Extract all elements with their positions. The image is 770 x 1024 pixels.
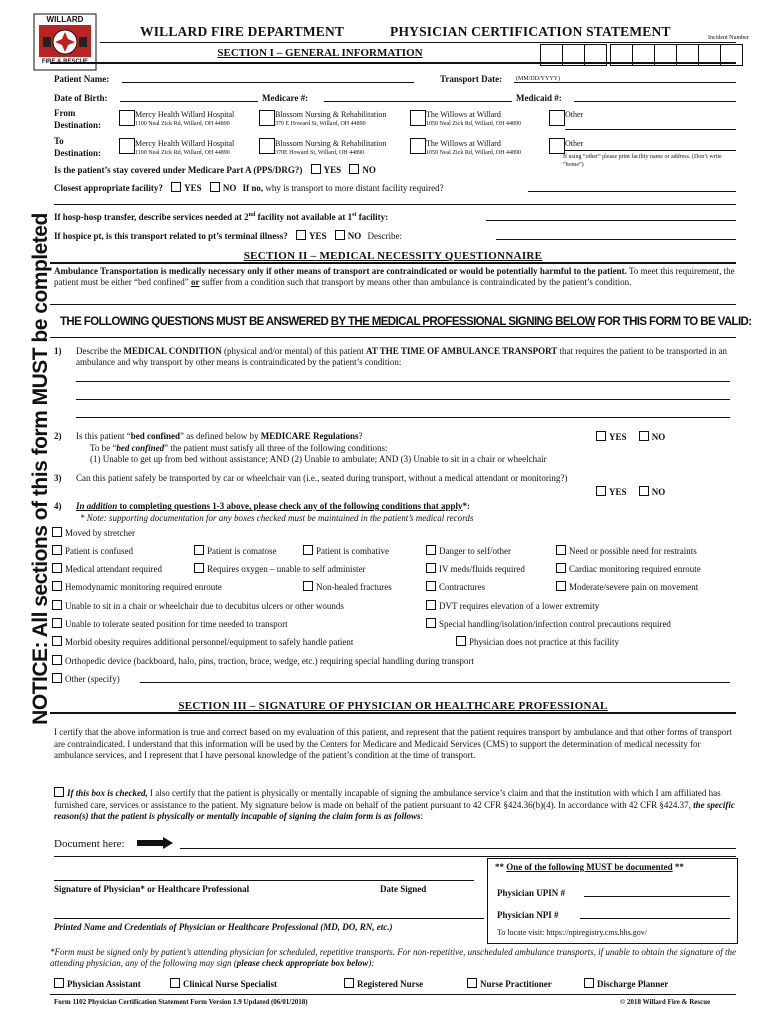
medicare-label: Medicare #: <box>262 93 309 103</box>
checkbox-icon[interactable] <box>426 581 436 591</box>
q2-yes-no: YES NO <box>596 431 665 442</box>
from-destination-label: Destination: <box>54 120 101 130</box>
condition-physician-not-practice[interactable]: Physician does not practice at this facility <box>456 636 619 647</box>
q3-yes-no: YES NO <box>596 486 665 497</box>
q2-number: 2) <box>54 431 62 441</box>
condition-moved-by-stretcher[interactable]: Moved by stretcher <box>52 527 135 538</box>
q2-definition-conditions: (1) Unable to get up from bed without assistance; AND (2) Unable to ambulate; AND (3) Unable to sit in a chair or wheelchair <box>90 454 547 464</box>
checkbox-icon[interactable] <box>303 545 313 555</box>
to-mercy-checkbox[interactable] <box>119 138 135 154</box>
checkbox-icon[interactable] <box>52 673 62 683</box>
q2-definition: To be “bed confined” the patient must satisfy all three of the following conditions: <box>90 443 388 453</box>
role-nurse-practitioner[interactable]: Nurse Practitioner <box>467 978 552 989</box>
from-mercy-name: Mercy Health Willard Hospital <box>135 110 235 119</box>
q3-text: Can this patient safely be transported by car or wheelchair van (i.e., seated during transport, without a medical attendant or monitoring?) <box>76 473 568 483</box>
to-destination-label: Destination: <box>54 148 101 158</box>
condition-orthopedic[interactable]: Orthopedic device (backboard, halo, pins, traction, brace, wedge, etc.) requiring special handling during transport <box>52 655 474 666</box>
checkbox-icon[interactable] <box>556 545 566 555</box>
checkbox-icon[interactable] <box>344 978 354 988</box>
from-willows-addr: 1050 Neal Zick Rd, Willard, OH 44890 <box>426 121 521 127</box>
from-other-field[interactable] <box>565 129 736 130</box>
condition-comatose[interactable]: Patient is comatose <box>194 545 277 556</box>
medicare-field[interactable] <box>324 101 512 102</box>
signature-label: Signature of Physician* or Healthcare Professional <box>54 884 250 894</box>
to-blossom-name: Blossom Nursing & Rehabilitation <box>275 139 387 148</box>
q4-number: 4) <box>54 501 62 511</box>
document-here-label: Document here: <box>54 838 125 850</box>
certify-paragraph: I certify that the above information is true and correct based on my evaluation of this patient, and represent that the patient requires transport by ambulance and that other forms of transport are contraindicated. I understand that this information will be used by the Centers for Medicare and Medicaid Services (CMS) to support the determination of medical necessity for ambulance services, and I represent that I have personal knowledge of the patient’s condition at the time of transport. <box>54 727 732 760</box>
upin-label: Physician UPIN # <box>497 888 566 898</box>
checkbox-icon[interactable] <box>52 636 62 646</box>
condition-seated[interactable]: Unable to tolerate seated position for time needed to transport <box>52 618 288 629</box>
hosp-transfer-question: If hosp-hosp transfer, describe services needed at 2nd facility not available at 1st facility: <box>54 212 389 222</box>
to-mercy-name: Mercy Health Willard Hospital <box>135 139 235 148</box>
npi-field[interactable] <box>580 918 730 919</box>
medicaid-field[interactable] <box>574 101 736 102</box>
checkbox-icon[interactable] <box>52 581 62 591</box>
checkbox-icon[interactable] <box>52 563 62 573</box>
condition-decubitus[interactable]: Unable to sit in a chair or wheelchair due to decubitus ulcers or other wounds <box>52 600 344 611</box>
checkbox-icon[interactable] <box>426 545 436 555</box>
role-clinical-nurse-specialist[interactable]: Clinical Nurse Specialist <box>170 978 277 989</box>
hospice-question: If hospice pt, is this transport related to pt’s terminal illness? YES NO Describe: <box>54 231 402 241</box>
medicaid-label: Medicaid #: <box>516 93 562 103</box>
condition-pain[interactable]: Moderate/severe pain on movement <box>556 581 698 592</box>
role-physician-assistant[interactable]: Physician Assistant <box>54 978 141 989</box>
incapable-paragraph: If this box is checked, I also certify that the patient is physically or mentally incapable of signing the ambulance service’s claim and that the institution with which I am affiliated has furnished care, services or assistance to the patient. My signature below is made on behalf of the patient pursuant to 42 CFR §424.36(b)(4). In accordance with 42 CFR §424.37, the specific reason(s) that the patient is physically or mentally incapable of signing the claim form is as follows: <box>54 788 735 821</box>
from-blossom-name: Blossom Nursing & Rehabilitation <box>275 110 387 119</box>
document-here-field[interactable] <box>180 848 736 849</box>
closest-facility-question: Closest appropriate facility? YES NO If no, why is transport to more distant facility required? <box>54 183 444 193</box>
arrow-right-icon <box>137 837 173 851</box>
from-blossom-checkbox[interactable] <box>259 110 275 126</box>
printed-name-field[interactable] <box>54 918 484 919</box>
condition-restraints[interactable]: Need or possible need for restraints <box>556 545 697 556</box>
form-version: Form 1102 Physician Certification Statement Form Version 1.9 Updated (06/01/2018) <box>54 998 308 1006</box>
from-mercy-checkbox[interactable] <box>119 110 135 126</box>
checkbox-icon[interactable] <box>52 655 62 665</box>
section1-title: SECTION I – GENERAL INFORMATION <box>217 47 423 59</box>
q3-number: 3) <box>54 473 62 483</box>
section2-intro: Ambulance Transportation is medically necessary only if other means of transport are contraindicated or would be potentially harmful to the patient. To meet this requirement, the patient must be either “bed confined” or suffer from a condition such that transport by means other than ambulance is contraindicated by the patient’s condition. <box>54 266 735 287</box>
checkbox-icon[interactable] <box>54 978 64 988</box>
to-willows-addr: 1050 Neal Zick Rd, Willard, OH 44890 <box>426 150 521 156</box>
role-discharge-planner[interactable]: Discharge Planner <box>584 978 668 989</box>
logo-bottom-text: FIRE & RESCUE <box>41 59 89 65</box>
condition-combative[interactable]: Patient is combative <box>303 545 389 556</box>
transport-date-field[interactable] <box>514 82 736 83</box>
checkbox-icon[interactable] <box>194 545 204 555</box>
checkbox-icon[interactable] <box>426 600 436 610</box>
distant-facility-reason-field[interactable] <box>528 191 736 192</box>
q4-text: In addition to completing questions 1-3 above, please check any of the following conditions that apply*: <box>76 501 471 511</box>
checkbox-icon[interactable] <box>52 618 62 628</box>
q1-answer-line-2[interactable] <box>76 399 730 400</box>
to-label: To <box>54 136 64 146</box>
logo-top-text: WILLARD <box>46 15 84 24</box>
from-mercy-addr: 1100 Neal Zick Rd, Willard, OH 44890 <box>135 121 230 127</box>
checkbox-icon[interactable] <box>456 636 466 646</box>
condition-confused[interactable]: Patient is confused <box>52 545 133 556</box>
condition-special-handling[interactable]: Special handling/isolation/infection control precautions required <box>426 618 671 629</box>
to-other-label: Other <box>565 139 584 148</box>
department-name: WILLARD FIRE DEPARTMENT <box>140 24 345 39</box>
questions-must-be-answered-banner: THE FOLLOWING QUESTIONS MUST BE ANSWERED BY THE MEDICAL PROFESSIONAL SIGNING BELOW FOR THIS FORM TO BE VALID: <box>60 316 752 328</box>
npi-label: Physician NPI # <box>497 910 559 920</box>
hosp-transfer-field[interactable] <box>486 220 736 221</box>
dob-field[interactable] <box>120 101 258 102</box>
incapable-checkbox[interactable] <box>54 787 64 797</box>
condition-iv-meds[interactable]: IV meds/fluids required <box>426 563 525 574</box>
condition-hemodynamic[interactable]: Hemodynamic monitoring required enroute <box>52 581 222 592</box>
part-a-question: Is the patient’s stay covered under Medicare Part A (PPS/DRG?) YES NO <box>54 165 376 175</box>
q4-note: * Note: supporting documentation for any boxes checked must be maintained in the patient’s medical records <box>80 513 474 523</box>
part-a-no-checkbox[interactable] <box>349 164 359 174</box>
q2-yes-checkbox[interactable] <box>596 431 606 441</box>
q3-yes-checkbox[interactable] <box>596 486 606 496</box>
checkbox-icon[interactable] <box>52 600 62 610</box>
vertical-notice: NOTICE: All sections of this form MUST be completed <box>29 213 52 725</box>
to-other-checkbox[interactable] <box>549 138 565 154</box>
role-registered-nurse[interactable]: Registered Nurse <box>344 978 423 989</box>
dob-label: Date of Birth: <box>54 93 108 103</box>
hospice-describe-field[interactable] <box>496 239 736 240</box>
checkbox-icon[interactable] <box>556 581 566 591</box>
upin-field[interactable] <box>584 896 730 897</box>
section3-title: SECTION III – SIGNATURE OF PHYSICIAN OR HEALTHCARE PROFESSIONAL <box>50 700 736 714</box>
checkbox-icon[interactable] <box>467 978 477 988</box>
checkbox-icon[interactable] <box>426 618 436 628</box>
condition-medical-attendant[interactable]: Medical attendant required <box>52 563 162 574</box>
hospice-yes-checkbox[interactable] <box>296 230 306 240</box>
condition-fractures[interactable]: Non-healed fractures <box>303 581 392 592</box>
copyright: © 2018 Willard Fire & Rescue <box>620 998 711 1006</box>
from-blossom-addr: 370 E Howard St, Willard, OH 44890 <box>275 121 366 127</box>
condition-contractures[interactable]: Contractures <box>426 581 485 592</box>
part-a-yes-checkbox[interactable] <box>311 164 321 174</box>
signature-field[interactable] <box>54 880 474 881</box>
to-willows-checkbox[interactable] <box>410 138 426 154</box>
signing-footnote: *Form must be signed only by patient’s attending physician for scheduled, repetitive transports. For non-repetitive, unscheduled ambulance transports, if unable to obtain the signature of the attending physician, any of the following may sign (please check appropriate box below): <box>50 947 736 968</box>
to-mercy-addr: 1100 Neal Zick Rd, Willard, OH 44890 <box>135 150 230 156</box>
checkbox-icon[interactable] <box>170 978 180 988</box>
checkbox-icon[interactable] <box>194 563 204 573</box>
from-label: From <box>54 108 76 118</box>
from-willows-name: The Willows at Willard <box>426 110 501 119</box>
incident-number-label: Incident Number <box>708 35 749 41</box>
condition-dvt[interactable]: DVT requires elevation of a lower extremity <box>426 600 599 611</box>
other-specify-field[interactable] <box>140 682 730 683</box>
to-other-field[interactable] <box>565 150 736 151</box>
date-signed-label: Date Signed <box>380 884 427 894</box>
other-note: If using “other” please print facility name or address. (Don’t write “home”) <box>563 154 722 168</box>
checkbox-icon[interactable] <box>303 581 313 591</box>
printed-name-label: Printed Name and Credentials of Physician or Healthcare Professional (MD, DO, RN, etc.) <box>54 922 393 932</box>
patient-name-label: Patient Name: <box>54 74 110 84</box>
checkbox-icon[interactable] <box>52 545 62 555</box>
checkbox-icon[interactable] <box>426 563 436 573</box>
date-format-hint: (MM/DD/YYYY) <box>516 76 560 82</box>
section2-title: SECTION II – MEDICAL NECESSITY QUESTIONNAIRE <box>50 250 736 264</box>
transport-date-label: Transport Date: <box>440 74 503 84</box>
patient-name-field[interactable] <box>122 82 414 83</box>
hospice-no-checkbox[interactable] <box>335 230 345 240</box>
closest-yes-checkbox[interactable] <box>171 182 181 192</box>
q2-no-checkbox[interactable] <box>639 431 649 441</box>
condition-oxygen[interactable]: Requires oxygen – unable to self administer <box>194 563 365 574</box>
condition-danger[interactable]: Danger to self/other <box>426 545 511 556</box>
closest-no-checkbox[interactable] <box>210 182 220 192</box>
q2-text: Is this patient “bed confined” as defined below by MEDICARE Regulations? <box>76 431 363 441</box>
condition-other[interactable]: Other (specify) <box>52 673 120 684</box>
q1-number: 1) <box>54 346 62 356</box>
to-blossom-checkbox[interactable] <box>259 138 275 154</box>
from-other-checkbox[interactable] <box>549 110 565 126</box>
to-blossom-addr: 370E Howard St, Willard, OH 44890 <box>275 150 365 156</box>
form-title: PHYSICIAN CERTIFICATION STATEMENT <box>390 24 671 39</box>
must-be-documented-label: ** One of the following MUST be documented ** <box>495 862 684 872</box>
to-willows-name: The Willows at Willard <box>426 139 501 148</box>
npi-registry-link[interactable]: To locate visit: https://npiregistry.cms.hhs.gov/ <box>497 928 648 937</box>
checkbox-icon[interactable] <box>556 563 566 573</box>
q3-no-checkbox[interactable] <box>639 486 649 496</box>
from-willows-checkbox[interactable] <box>410 110 426 126</box>
checkbox-icon[interactable] <box>584 978 594 988</box>
q1-answer-line-1[interactable] <box>76 381 730 382</box>
condition-cardiac-monitoring[interactable]: Cardiac monitoring required enroute <box>556 563 701 574</box>
from-other-label: Other <box>565 110 584 119</box>
condition-obesity[interactable]: Morbid obesity requires additional personnel/equipment to safely handle patient <box>52 636 353 647</box>
q1-text: Describe the MEDICAL CONDITION (physical and/or mental) of this patient AT THE TIME OF AMBULANCE TRANSPORT that requires the patient to be transported in an ambulance and why transport by other means is contraindicated by the patient’s condition: <box>76 346 727 367</box>
checkbox-icon[interactable] <box>52 527 62 537</box>
q1-answer-line-3[interactable] <box>76 417 730 418</box>
